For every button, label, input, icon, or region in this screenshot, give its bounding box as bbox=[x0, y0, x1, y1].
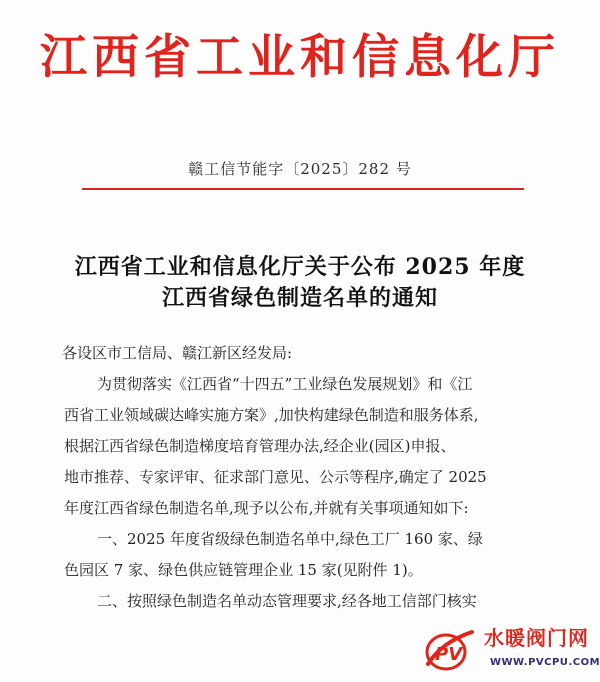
site-watermark bbox=[418, 618, 598, 680]
body-text-line: 年度江西省绿色制造名单,现予以公布,并就有关事项通知如下: bbox=[64, 499, 469, 517]
body-text-line: 地市推荐、专家评审、征求部门意见、公示等程序,确定了 2025 bbox=[64, 468, 487, 486]
document-title-line-1: 江西省工业和信息化厅关于公布 2025 年度 bbox=[74, 254, 526, 280]
organization-header: 江西省工业和信息化厅 bbox=[40, 30, 560, 85]
body-text-line: 为贯彻落实《江西省“十四五”工业绿色发展规划》和《江 bbox=[97, 375, 473, 393]
logo-letters: PV bbox=[435, 644, 463, 665]
document-title-line-2: 江西省绿色制造名单的通知 bbox=[161, 285, 438, 311]
addressee-line: 各设区市工信局、赣江新区经发局: bbox=[62, 344, 293, 362]
pv-logo-icon bbox=[422, 624, 476, 674]
body-text-line: 二、按照绿色制造名单动态管理要求,经各地工信部门核实 bbox=[97, 592, 477, 610]
watermark-site-url: WWW.PVCPU.COM bbox=[490, 657, 600, 668]
body-text-line: 色园区 7 家、绿色供应链管理企业 15 家(见附件 1)。 bbox=[64, 561, 423, 579]
body-text-line: 一、2025 年度省级绿色制造名单中,绿色工厂 160 家、绿 bbox=[97, 530, 483, 548]
body-text-line: 根据江西省绿色制造梯度培育管理办法,经企业(园区)申报、 bbox=[64, 437, 456, 455]
watermark-site-name: 水暖阀门网 bbox=[484, 626, 589, 650]
document-number: 赣工信节能字〔2025〕282 号 bbox=[188, 160, 412, 178]
red-divider-line bbox=[82, 188, 524, 190]
body-text-line: 西省工业领域碳达峰实施方案》,加快构建绿色制造和服务体系, bbox=[64, 406, 479, 424]
